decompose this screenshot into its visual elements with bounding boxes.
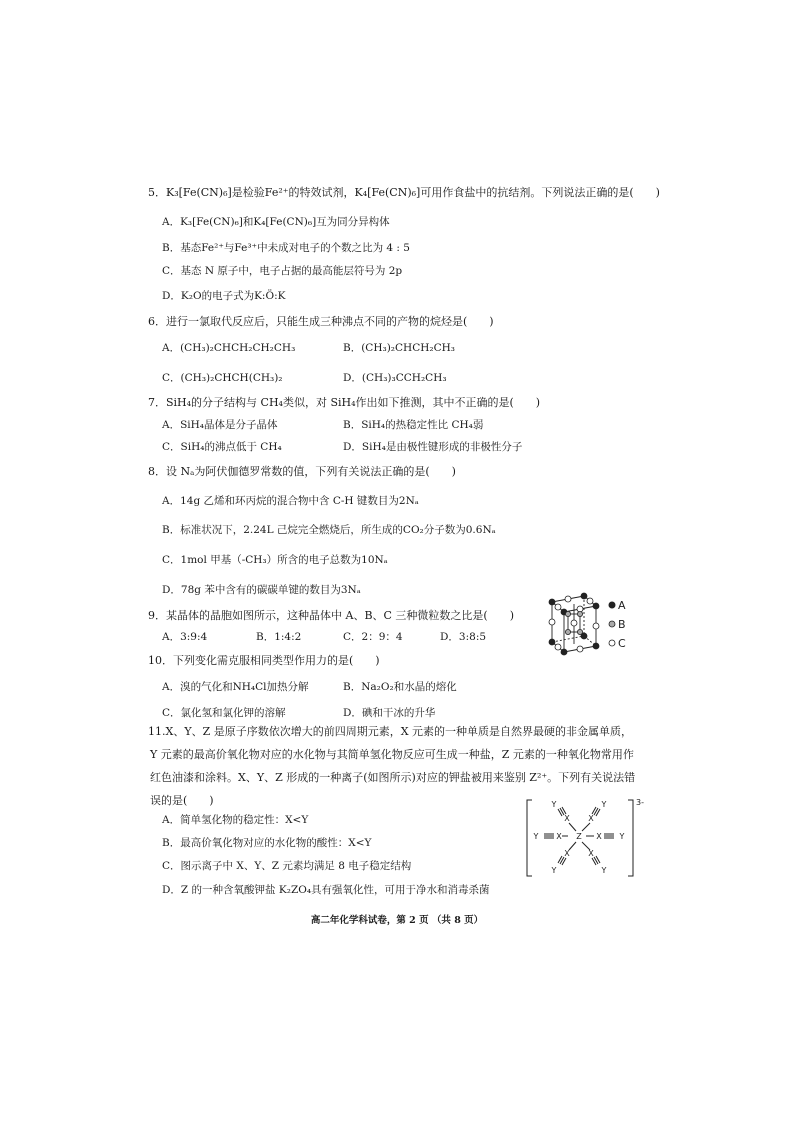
page-footer: 高二年化学科试卷，第 2 页 （共 8 页） [310,915,484,926]
ion-y-ur: Y [601,800,607,809]
q5-option-d: D．K₂O的电子式为K:Ö:K [162,290,286,302]
q11-option-c: C．图示离子中 X、Y、Z 元素均满足 8 电子稳定结构 [162,860,412,872]
q8-stem: 8．设 Nₐ为阿伏伽德罗常数的值，下列有关说法正确的是( ) [148,465,456,478]
q5-option-c: C．基态 N 原子中，电子占据的最高能层符号为 2p [162,265,403,277]
ion-x-ul: X [564,814,570,823]
q10-stem: 10．下列变化需克服相同类型作用力的是( ) [148,654,380,667]
q9-option-a: A．3:9:4 [162,631,208,643]
ion-center-z: Z [576,832,582,841]
q11-stem-line-2: Y 元素的最高价氧化物对应的水化物与其简单氢化物反应可生成一种盐，Z 元素的一种氧化物常用作 [150,748,634,761]
ion-x-lr: X [588,849,594,858]
ion-y-lr: Y [601,866,607,875]
q11-stem-line-4: 误的是( ) [150,794,214,807]
q6-option-a: A．(CH₃)₂CHCH₂CH₂CH₃ [162,342,296,354]
q11-option-b: B．最高价氧化物对应的水化物的酸性：X<Y [162,837,372,849]
q10-option-c: C．氯化氢和氯化钾的溶解 [162,707,286,719]
q6-option-b: B．(CH₃)₂CHCH₂CH₃ [343,342,456,354]
q11-option-a: A．简单氢化物的稳定性：X<Y [162,814,309,826]
q7-option-d: D．SiH₄是由极性键形成的非极性分子 [343,441,523,453]
q7-option-b: B．SiH₄的热稳定性比 CH₄弱 [343,419,484,431]
q8-option-d: D．78g 苯中含有的碳碳单键的数目为3Nₐ [162,584,361,596]
ion-x-ur: X [588,814,594,823]
legend-a-marker [609,602,615,608]
q11-option-d: D．Z 的一种含氧酸钾盐 K₂ZO₄具有强氧化性，可用于净水和消毒杀菌 [162,884,490,896]
ion-x-ll: X [564,849,570,858]
ion-y-right: Y [619,832,625,841]
q10-option-b: B．Na₂O₂和水晶的熔化 [343,681,457,693]
crystal-cell-figure [540,592,640,664]
ion-x-left: X [556,832,562,841]
q11-stem-line-3: 红色油漆和涂料。X、Y、Z 形成的一种离子(如图所示)对应的钾盐被用来鉴别 Z²⁺。下列有关说法错 [150,771,636,784]
legend-c-label: C [618,637,626,650]
ion-y-ul: Y [551,800,557,809]
q9-option-c: C．2：9：4 [343,631,403,643]
q9-option-d: D．3:8:5 [440,631,487,643]
legend-b-marker [609,621,615,627]
ion-structure-figure [524,796,664,880]
ion-x-right: X [596,832,602,841]
ion-charge: 3- [636,798,644,807]
ion-y-ll: Y [551,866,557,875]
q11-stem-line-1: 11.X、Y、Z 是原子序数依次增大的前四周期元素，X 元素的一种单质是自然界最硬的非金属单质， [148,725,633,738]
legend-c-marker [609,640,615,646]
q9-stem: 9．某晶体的晶胞如图所示，这种晶体中 A、B、C 三种微粒数之比是( ) [148,609,515,622]
ion-y-left: Y [533,832,539,841]
q10-option-a: A．溴的气化和NH₄Cl加热分解 [162,681,309,693]
q10-option-d: D．碘和干冰的升华 [343,707,436,719]
q5-stem: 5．K₃[Fe(CN)₆]是检验Fe²⁺的特效试剂，K₄[Fe(CN)₆]可用作食盐中的抗结剂。下列说法正确的是( ) [148,186,660,199]
q6-option-c: C．(CH₃)₂CHCH(CH₃)₂ [162,372,283,384]
q8-option-b: B．标准状况下，2.24L 己烷完全燃烧后，所生成的CO₂分子数为0.6Nₐ [162,524,496,536]
q7-stem: 7．SiH₄的分子结构与 CH₄类似，对 SiH₄作出如下推测，其中不正确的是( ) [148,396,541,409]
q7-option-c: C．SiH₄的沸点低于 CH₄ [162,441,282,453]
q8-option-c: C．1mol 甲基（-CH₃）所含的电子总数为10Nₐ [162,554,388,566]
q6-option-d: D．(CH₃)₃CCH₂CH₃ [343,372,447,384]
q9-option-b: B．1:4:2 [256,631,302,643]
q5-option-b: B．基态Fe²⁺与Fe³⁺中未成对电子的个数之比为 4 : 5 [162,242,410,254]
q8-option-a: A．14g 乙烯和环丙烷的混合物中含 C-H 键数目为2Nₐ [162,495,419,507]
legend-a-label: A [618,599,626,612]
q7-option-a: A．SiH₄晶体是分子晶体 [162,419,278,431]
q6-stem: 6．进行一氯取代反应后，只能生成三种沸点不同的产物的烷烃是( ) [148,315,494,328]
legend-b-label: B [618,618,626,631]
q5-option-a: A．K₃[Fe(CN)₆]和K₄[Fe(CN)₆]互为同分异构体 [162,216,390,228]
